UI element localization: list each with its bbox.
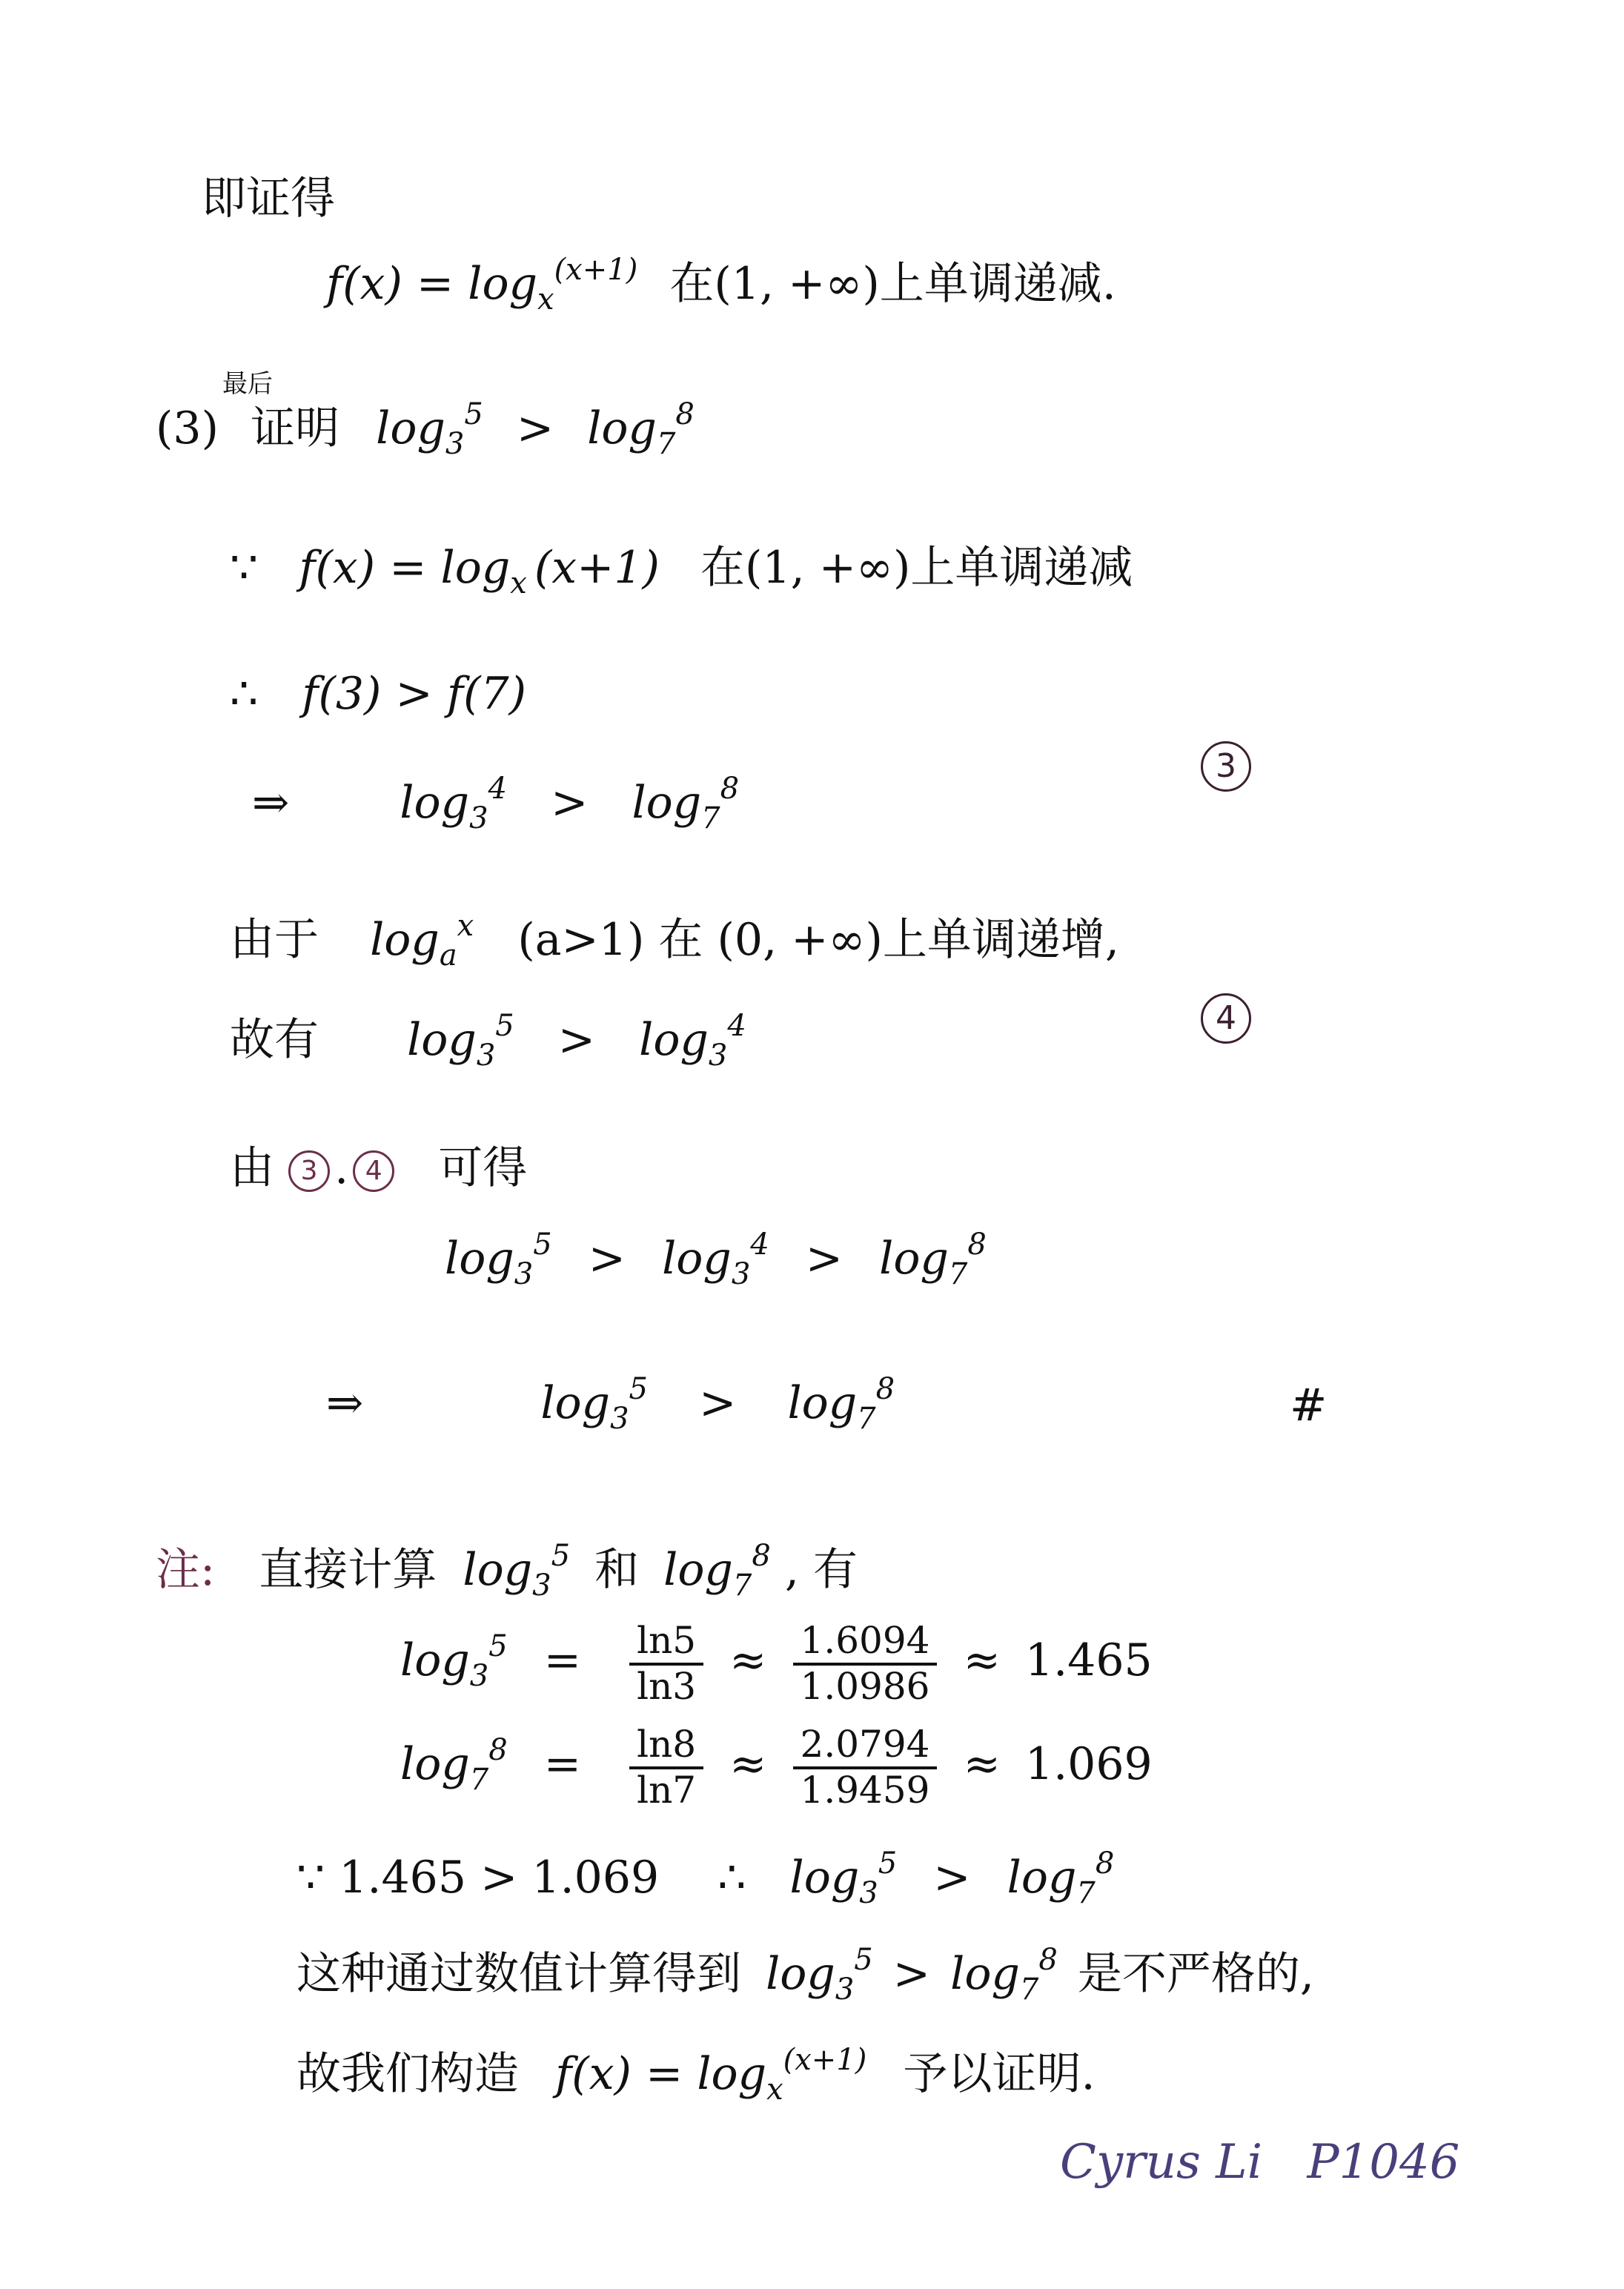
ref-marker-3: 3: [288, 1150, 330, 1192]
part2-function-statement: $f(x) = \log_x^{(x+1)}$ 在(1, +∞)上单调递减.: [326, 253, 1116, 317]
monotonic-premise: ∵ $f(x) = \log_x (x+1)$ 在(1, +∞)上单调递减: [230, 542, 1133, 600]
calc-log3-5: $\log_3^5$ = $\frac{\ln 5}{\ln 3}$ ≈ $\frac{1.6094}{1.0986}$ ≈ 1.465: [400, 1619, 1153, 1708]
fraction-values-5: $\frac{1.6094}{1.0986}$: [793, 1620, 938, 1708]
part2-intro: 即证得: [202, 173, 335, 225]
signature-name: Cyrus Li: [1060, 2135, 1263, 2190]
fraction-ln8-ln7: $\frac{\ln 8}{\ln 7}$: [629, 1723, 703, 1812]
combine-line: 由 3 . 4 可得: [230, 1142, 528, 1194]
final-conclusion: ⇒ $\log_3^5 > \log_7^8$: [326, 1372, 895, 1436]
inequality-3: ⇒ $\log_3^4 > \log_7^8$: [252, 772, 740, 835]
equation-marker-4: 4: [1201, 993, 1251, 1044]
note-line-1: 注: 直接计算 $\log_3^5$ 和 $\log_7^8$ , 有: [156, 1539, 858, 1603]
ref-marker-4: 4: [353, 1150, 394, 1192]
note-label: 注:: [156, 1544, 216, 1596]
remark-line: 这种通过数值计算得到 $\log_3^5 > \log_7^8$ 是不严格的,: [296, 1943, 1314, 2007]
fraction-ln5-ln3: $\frac{\ln 5}{\ln 3}$: [629, 1620, 703, 1708]
equation-marker-3: 3: [1201, 741, 1251, 792]
insert-note: 最后: [222, 369, 273, 399]
qed-mark: #: [1290, 1379, 1328, 1431]
numeric-comparison: ∵ 1.465 > 1.069 ∴ $\log_3^5 > \log_7^8$: [296, 1846, 1115, 1910]
inequality-4: 故有 $\log_3^5 > \log_3^4$: [230, 1009, 746, 1073]
log-monotonic-fact: 由于 $\log_a^x (a>1)$ 在 (0, +∞)上单调递增,: [230, 909, 1119, 973]
signature-id: P1046: [1307, 2135, 1460, 2190]
function-comparison: ∴ f(3) > f(7): [230, 668, 527, 720]
inequality-chain: $\log_3^5 > \log_3^4 > \log_7^8$: [445, 1228, 987, 1291]
calc-log7-8: $\log_7^8$ = $\frac{\ln 8}{\ln 7}$ ≈ $\frac{2.0794}{1.9459}$ ≈ 1.069: [400, 1723, 1153, 1812]
signature: [1060, 2135, 1459, 2190]
fraction-values-8: $\frac{2.0794}{1.9459}$: [793, 1723, 938, 1812]
conclusion-line: 故我们构造 $f(x) = \log_x^{(x+1)}$ 予以证明.: [296, 2043, 1096, 2107]
part3-claim: (3) 证明 $\log_3^5 > \log_7^8$: [156, 397, 695, 461]
